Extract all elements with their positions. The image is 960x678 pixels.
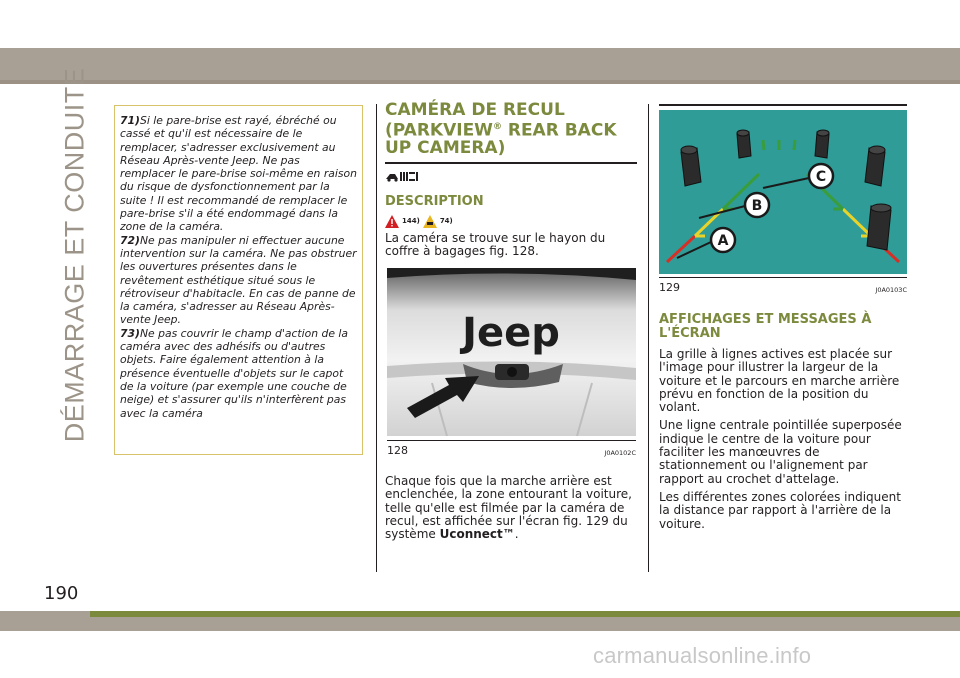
side-title-text: DÉMARRAGE ET CONDUITE: [59, 67, 90, 443]
callout-label: B: [751, 198, 763, 214]
side-title: [58, 67, 92, 443]
title-rule: [385, 162, 637, 164]
figure-129-caption: [659, 277, 907, 294]
section-title: CAMÉRA DE RECUL (PARKVIEW® REAR BACK UP CAMERA): [385, 100, 617, 158]
paragraph: La caméra se trouve sur le hayon du coffre à bagages fig. 128.: [385, 230, 606, 258]
bottom-band: [0, 611, 960, 631]
callout-label: A: [717, 233, 729, 249]
figure-code: J0A0103C: [875, 286, 907, 294]
top-band: [0, 48, 960, 84]
watermark: carmanualsonline.info: [593, 643, 812, 668]
figure-code: J0A0102C: [604, 449, 636, 457]
subsection-title: DESCRIPTION: [385, 193, 484, 209]
column-camera-continued: [385, 475, 637, 546]
note-item: 71)Si le pare-brise est rayé, ébréché ou cassé et qu'il est nécessaire de le remplacer, s'adresser exclusivement au Réseau Après-vente Jeep. Ne pas remplacer le pare-brise soi-même en raison du risque de dysfonctionnement par la suite ! Il est recommandé de remplacer le pare-brise s'il a été endommagé dans la zone de la caméra.: [120, 114, 357, 234]
column-display-messages: [659, 313, 907, 536]
warning-notes-box: [114, 105, 363, 455]
note-item: 72)Ne pas manipuler ni effectuer aucune intervention sur la caméra. Ne pas obstruer les ouvertures présentes dans le revêtement esthétique situé sous le rétroviseur d'habitacle. En cas de panne de la caméra, s'adresser au Réseau Après-vente Jeep.: [120, 233, 357, 327]
callout-label: C: [815, 169, 827, 185]
note-item: 73)Ne pas couvrir le champ d'action de la caméra avec des adhésifs ou d'autres objets. Faire également attention à la présence éventuelle d'objets sur le capot de la voiture (par exemple une couche de neige) et s'assurer qu'ils n'interfèrent pas avec la caméra: [120, 326, 349, 420]
column-top-rule: [659, 104, 907, 106]
column-camera: [385, 102, 637, 263]
paragraph: Les différentes zones colorées indiquent la distance par rapport à l'arrière de la voiture.: [659, 489, 901, 531]
column-divider: [648, 104, 649, 572]
paragraph: La grille à lignes actives est placée sur l'image pour illustrer la largeur de la voiture et le parcours en marche arrière prévu en fonction de la position du volant.: [659, 347, 900, 415]
page-number: 190: [44, 583, 79, 604]
subsection-title: AFFICHAGES ET MESSAGES À L'ÉCRAN: [659, 312, 872, 341]
caution-triangle-icon: [423, 215, 437, 228]
figure-129-camera-display: [659, 110, 907, 274]
paragraph: Chaque fois que la marche arrière est enclenchée, la zone entourant la voiture, telle qu'elle est filmée par la caméra de recul, est affichée sur l'écran fig. 129 du système Uconnect™.: [385, 474, 632, 542]
warning-references: 144) 74): [385, 215, 637, 228]
paragraph: Une ligne centrale pointillée superposée indique le centre de la voiture pour faciliter les manœuvres de stationnement ou l'alignement par rapport au crochet d'attelage.: [659, 418, 902, 486]
figure-128-caption: [387, 440, 636, 457]
figure-number: 129: [659, 281, 680, 294]
bottom-accent-bar: [90, 611, 960, 617]
jeep-logo: Jeep: [462, 310, 560, 356]
warning-triangle-icon: [385, 215, 399, 228]
device-availability-icon: [385, 170, 637, 184]
top-band-line: [0, 80, 960, 84]
column-divider: [376, 104, 377, 572]
figure-number: 128: [387, 444, 408, 457]
figure-128-tailgate-camera: [387, 268, 636, 436]
